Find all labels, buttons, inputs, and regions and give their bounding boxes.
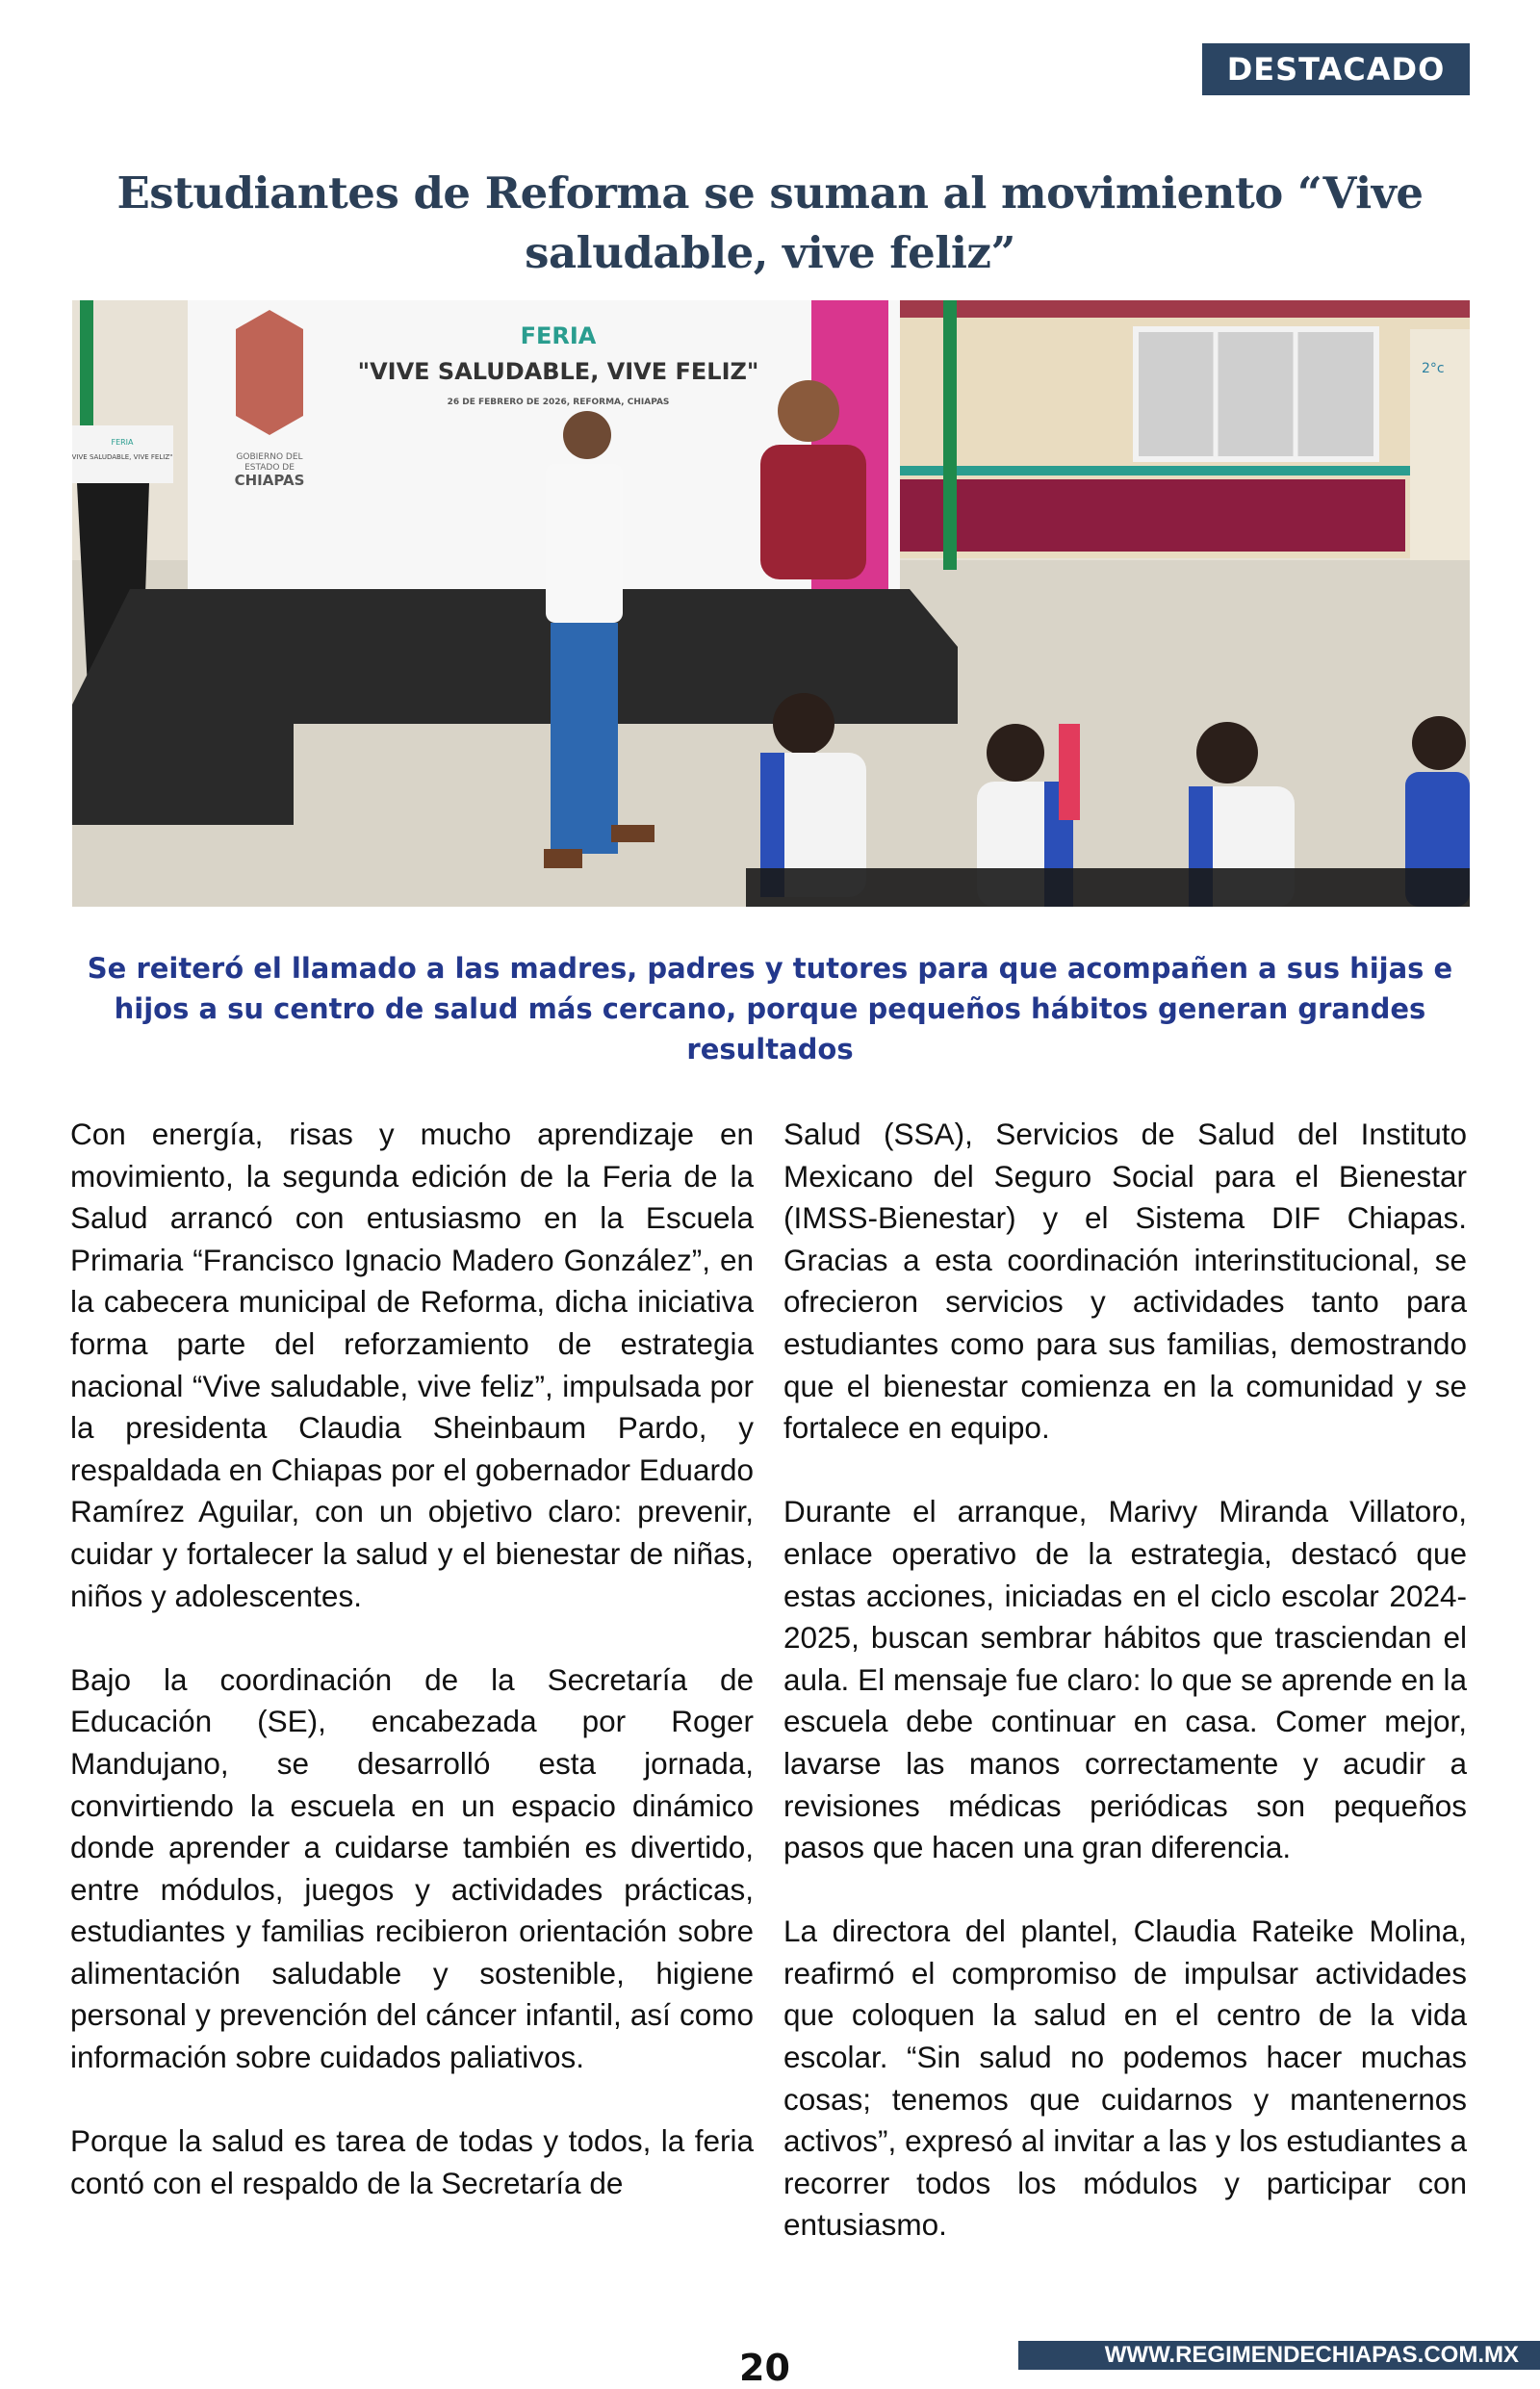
podium-title: VIVE SALUDABLE, VIVE FELIZ" <box>72 453 173 461</box>
banner-person-head <box>778 380 839 442</box>
banner-logo-line: ESTADO DE <box>244 463 295 473</box>
article-photo <box>72 300 1470 907</box>
paragraph: La directora del plantel, Claudia Rateike Molina, reafirmó el compromiso de impulsar actividades que coloquen la salud en el centro de la vida escolar. “Sin salud no podemos hacer muchas cosas; tenemos que cuidarnos y mantenernos activos”, expresó al invitar a las y los estudiantes a recorrer todos los módulos y participar con entusiasmo. <box>783 1914 1467 2243</box>
banner-heading: FERIA <box>520 322 597 349</box>
window <box>1136 329 1376 459</box>
paragraph: Porque la salud es tarea de todas y todos, la feria contó con el respaldo de la Secretaría de <box>70 2123 754 2200</box>
paragraph: Durante el arranque, Marivy Miranda Villatoro, enlace operativo de la estrategia, destacó que estas acciones, iniciadas en el ciclo escolar 2024-2025, buscan sembrar hábitos que trasciendan el aula. El mensaje fue claro: lo que se aprende en la escuela debe continuar en casa. Comer mejor, lavarse las manos correctamente y acudir a revisiones médicas periódicas son pequeños pasos que hacen una gran diferencia. <box>783 1494 1467 1865</box>
article-title: Estudiantes de Reforma se suman al movimiento “Vive saludable, vive feliz” <box>116 167 1424 279</box>
paragraph: Salud (SSA), Servicios de Salud del Instituto Mexicano del Seguro Social para el Bienestar (IMSS-Bienestar) y el Sistema DIF Chiapas. Gracias a esta coordinación interinstitucional, se ofrecieron servicios y actividades tanto para estudiantes como para sus familias, demostrando que el bienestar comienza en la comunidad y se fortalece en equipo. <box>783 1117 1467 1446</box>
classroom-label: 2°c <box>1422 361 1445 376</box>
banner-person-body <box>760 445 866 579</box>
left-column <box>70 1114 754 2247</box>
right-column <box>783 1114 1467 2289</box>
podium-heading: FERIA <box>111 438 134 447</box>
roof-edge <box>895 300 1470 318</box>
article-subtitle: Se reiteró el llamado a las madres, padres y tutores para que acompañen a sus hijas e hijos a su centro de salud más cercano, porque pequeños hábitos generan grandes resultados <box>87 952 1453 1066</box>
paragraph: Con energía, risas y mucho aprendizaje en movimiento, la segunda edición de la Feria de la Salud arrancó con entusiasmo en la Escuela Primaria “Francisco Ignacio Madero González”, en la cabecera municipal de Reforma, dicha iniciativa forma parte del reforzamiento de estrategia nacional “Vive saludable, vive feliz”, impulsada por la presidenta Claudia Sheinbaum Pardo, y respaldada en Chiapas por el gobernador Eduardo Ramírez Aguilar, con un objetivo claro: prevenir, cuidar y fortalecer la salud y el bienestar de niñas, niños y adolescentes. <box>70 1117 754 1613</box>
banner-logo-line: GOBIERNO DEL <box>236 452 303 462</box>
website-url[interactable]: WWW.REGIMENDECHIAPAS.COM.MX <box>1104 2342 1519 2368</box>
section-badge: DESTACADO <box>1202 43 1470 95</box>
wall-maroon <box>895 479 1405 552</box>
speaker-head <box>563 411 611 459</box>
speaker-shirt <box>546 464 623 623</box>
paragraph: Bajo la coordinación de la Secretaría de Educación (SE), encabezada por Roger Mandujano, se desarrolló esta jornada, convirtiendo la escuela en un espacio dinámico donde aprender a cuidarse también es divertido, entre módulos, juegos y actividades prácticas, estudiantes y familias recibieron orientación sobre alimentación saludable y sostenible, higiene personal y prevención del cáncer infantil, así como información sobre cuidados paliativos. <box>70 1661 754 2075</box>
banner-logo-line: CHIAPAS <box>234 472 305 489</box>
page-number: 20 <box>739 2347 790 2389</box>
photo-illustration <box>72 300 1470 907</box>
banner-title: "VIVE SALUDABLE, VIVE FELIZ" <box>357 358 759 385</box>
pole <box>943 300 957 570</box>
banner-date: 26 DE FEBRERO DE 2026, REFORMA, CHIAPAS <box>447 398 670 407</box>
speaker-jeans <box>551 623 618 854</box>
chiapas-shield-icon <box>236 310 303 435</box>
wall-stripe <box>895 466 1470 475</box>
website-link[interactable] <box>1018 2341 1540 2370</box>
